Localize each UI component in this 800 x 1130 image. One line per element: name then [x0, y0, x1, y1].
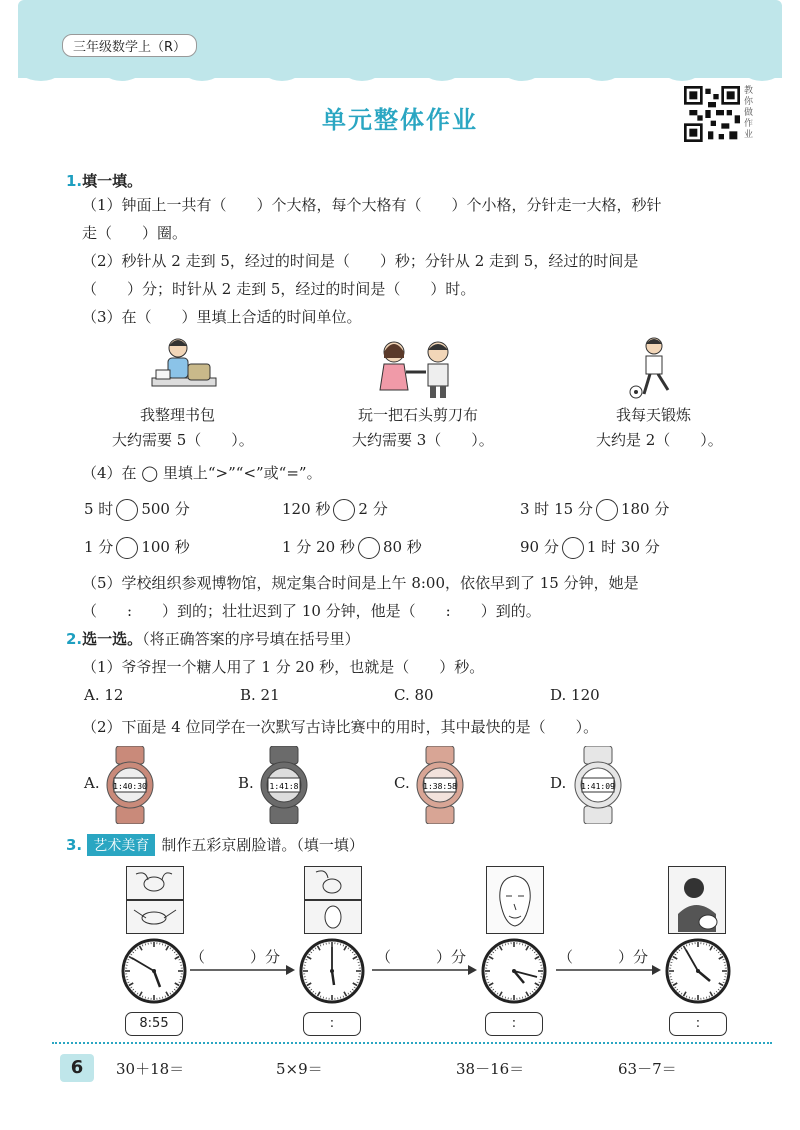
- q1-5-line-b: （ : ）到的；壮壮迟到了 10 分钟，他是（ : ）到的。: [82, 602, 541, 620]
- compare-right: 1 时 30 分: [586, 538, 660, 556]
- time-box-3[interactable]: :: [485, 1012, 543, 1036]
- compare-item-6: [520, 536, 660, 559]
- calc-2: 5×9＝: [276, 1060, 323, 1078]
- compare-left: 1 分 20 秒: [282, 538, 355, 556]
- option-b[interactable]: B. 21: [240, 686, 280, 704]
- calc-4: 63－7＝: [618, 1060, 677, 1078]
- watch-d-time: 1:41:09: [581, 782, 615, 791]
- activity-2-question: 大约需要 3（ ）。: [352, 431, 494, 449]
- section-2-number: 2.: [66, 630, 83, 648]
- watch-b-icon[interactable]: [258, 746, 310, 824]
- calc-3: 38－16＝: [456, 1060, 525, 1078]
- interval-2-label: （ ）分: [376, 948, 467, 966]
- time-box-2[interactable]: :: [303, 1012, 361, 1036]
- watch-b-label: B.: [238, 774, 254, 792]
- q1-4-line: （4）在 ◯ 里填上“>”“<”或“=”。: [82, 464, 322, 482]
- q1-2-line-a: （2）秒针从 2 走到 5，经过的时间是（ ）秒；分针从 2 走到 5，经过的时间是: [82, 252, 639, 270]
- activity-1-question: 大约需要 5（ ）。: [112, 431, 254, 449]
- qr-label: 教你做作业: [744, 86, 754, 140]
- q1-3-line: （3）在（ ）里填上合适的时间单位。: [82, 308, 362, 326]
- compare-right: 80 秒: [382, 538, 422, 556]
- step-1-photo: [126, 866, 184, 934]
- watch-a-time: 1:40:30: [113, 782, 147, 791]
- activity-2-label: 玩一把石头剪刀布: [358, 406, 479, 424]
- page-title: 单元整体作业: [322, 106, 478, 134]
- section-3-title: 制作五彩京剧脸谱。（填一填）: [161, 836, 364, 854]
- step-4-photo: [668, 866, 726, 934]
- activity-1-label: 我整理书包: [140, 406, 216, 424]
- watch-d-icon[interactable]: [572, 746, 624, 824]
- boy-playing-football-illustration: [624, 334, 680, 400]
- clock-1-icon: [121, 938, 187, 1004]
- section-3-heading: [66, 834, 364, 856]
- compare-item-3: [520, 498, 669, 521]
- q1-2-line-b: （ ）分；时针从 2 走到 5，经过的时间是（ ）时。: [82, 280, 476, 298]
- children-playing-game-illustration: [372, 338, 462, 400]
- calc-1: 30＋18＝: [116, 1060, 185, 1078]
- compare-left: 120 秒: [282, 500, 331, 518]
- banner-wave: [18, 62, 782, 92]
- compare-right: 500 分: [141, 500, 190, 518]
- watch-b-time: 1:41:8: [269, 782, 299, 791]
- compare-left: 5 时: [84, 500, 114, 518]
- answer-circle[interactable]: [596, 499, 618, 521]
- activity-3-label: 我每天锻炼: [616, 406, 692, 424]
- compare-item-1: [84, 498, 190, 521]
- compare-left: 3 时 15 分: [520, 500, 593, 518]
- compare-right: 2 分: [358, 500, 388, 518]
- step-2-photo: [304, 866, 362, 934]
- watch-a-icon[interactable]: [104, 746, 156, 824]
- option-d[interactable]: D. 120: [550, 686, 600, 704]
- compare-right: 100 秒: [141, 538, 190, 556]
- watch-c-label: C.: [394, 774, 410, 792]
- compare-item-2: [282, 498, 388, 521]
- step-3-photo: [486, 866, 544, 934]
- grade-tag: 三年级数学上（R）: [62, 34, 197, 57]
- time-box-4[interactable]: :: [669, 1012, 727, 1036]
- watch-c-time: 1:38:58: [423, 782, 457, 791]
- interval-3-label: （ ）分: [558, 948, 649, 966]
- art-tag: 艺术美育: [87, 834, 155, 856]
- section-2-title: 选一选。: [82, 630, 143, 648]
- compare-item-5: [282, 536, 422, 559]
- compare-item-4: [84, 536, 190, 559]
- answer-circle[interactable]: [116, 537, 138, 559]
- q1-5-line-a: （5）学校组织参观博物馆，规定集合时间是上午 8:00，依依早到了 15 分钟，她是: [82, 574, 639, 592]
- answer-circle[interactable]: [562, 537, 584, 559]
- time-box-1: 8:55: [125, 1012, 183, 1036]
- answer-circle[interactable]: [358, 537, 380, 559]
- q1-1-line-a: （1）钟面上一共有（ ）个大格，每个大格有（ ）个小格，分针走一大格，秒针: [82, 196, 662, 214]
- arrow-3-icon: [556, 964, 662, 976]
- section-1-heading: [66, 170, 142, 191]
- interval-1-label: （ ）分: [190, 948, 281, 966]
- option-c[interactable]: C. 80: [394, 686, 434, 704]
- boy-packing-bag-illustration: [150, 334, 220, 400]
- watch-a-label: A.: [84, 774, 100, 792]
- qr-code-icon[interactable]: [684, 86, 740, 142]
- section-2-note: （将正确答案的序号填在括号里）: [142, 630, 360, 648]
- section-1-title: 填一填。: [82, 172, 143, 190]
- arrow-2-icon: [372, 964, 478, 976]
- option-a[interactable]: A. 12: [84, 686, 124, 704]
- answer-circle[interactable]: [333, 499, 355, 521]
- clock-4-icon: [665, 938, 731, 1004]
- activity-3-question: 大约是 2（ ）。: [596, 431, 723, 449]
- watch-d-label: D.: [550, 774, 567, 792]
- section-1-number: 1.: [66, 172, 83, 190]
- arrow-1-icon: [190, 964, 296, 976]
- section-3-number: 3.: [66, 836, 83, 854]
- footer-divider: [52, 1042, 772, 1044]
- clock-2-icon: [299, 938, 365, 1004]
- page-number: 6: [60, 1054, 94, 1082]
- q1-1-line-b: 走（ ）圈。: [82, 224, 188, 242]
- q2-2-line: （2）下面是 4 位同学在一次默写古诗比赛中的用时，其中最快的是（ ）。: [82, 718, 599, 736]
- compare-left: 90 分: [520, 538, 559, 556]
- compare-left: 1 分: [84, 538, 114, 556]
- compare-right: 180 分: [620, 500, 670, 518]
- answer-circle[interactable]: [116, 499, 138, 521]
- clock-3-icon: [481, 938, 547, 1004]
- watch-c-icon[interactable]: [414, 746, 466, 824]
- section-2-heading: [66, 628, 360, 649]
- q2-1-line: （1）爷爷捏一个糖人用了 1 分 20 秒，也就是（ ）秒。: [82, 658, 485, 676]
